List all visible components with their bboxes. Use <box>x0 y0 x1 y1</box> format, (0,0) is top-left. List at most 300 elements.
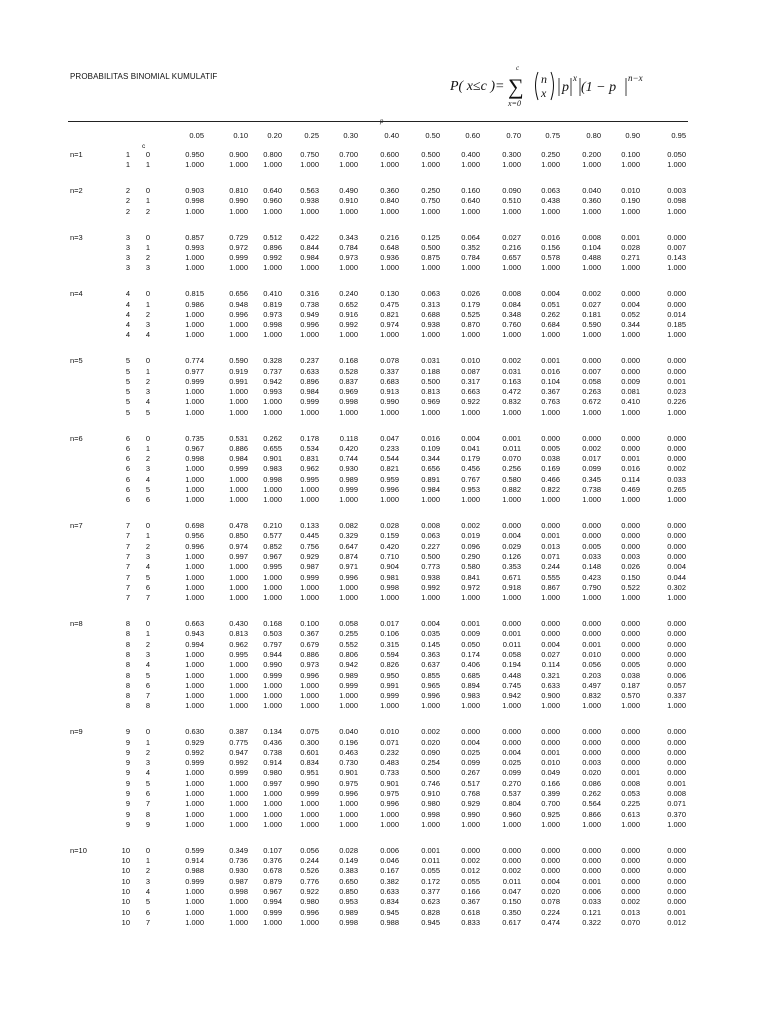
probability-cell: 1.000 <box>229 474 248 484</box>
p-header-cell: 0.30 <box>343 131 358 140</box>
probability-cell: 1.000 <box>185 397 204 407</box>
probability-cell: 0.000 <box>667 768 686 778</box>
table-row <box>0 779 768 789</box>
n-cell: 7 <box>125 541 130 551</box>
probability-cell: 0.000 <box>621 876 640 886</box>
probability-cell: 0.181 <box>582 309 601 319</box>
probability-cell: 1.000 <box>582 206 601 216</box>
probability-cell: 0.174 <box>461 649 480 659</box>
probability-cell: 1.000 <box>502 701 521 711</box>
n-cell: 6 <box>125 485 130 494</box>
n-cell: 2 <box>125 186 130 196</box>
c-cell: 3 <box>145 464 150 474</box>
probability-cell: 0.999 <box>229 464 248 474</box>
probability-cell: 1.000 <box>263 206 282 216</box>
probability-cell: 0.850 <box>229 531 248 541</box>
probability-cell: 0.590 <box>582 320 601 330</box>
probability-cell: 0.945 <box>421 917 440 927</box>
probability-cell: 0.337 <box>380 366 399 376</box>
c-cell: 1 <box>145 242 150 252</box>
probability-cell: 1.000 <box>502 407 521 417</box>
probability-cell: 0.500 <box>421 150 440 159</box>
probability-cell: 0.020 <box>582 768 601 778</box>
n-cell: 4 <box>125 289 130 299</box>
probability-cell: 0.685 <box>461 670 480 680</box>
probability-cell: 0.973 <box>300 660 319 670</box>
probability-cell: 0.002 <box>461 856 480 865</box>
probability-cell: 0.938 <box>421 572 440 582</box>
probability-cell: 0.806 <box>339 649 358 659</box>
probability-cell: 0.047 <box>502 886 521 896</box>
c-cell: 0 <box>145 845 150 855</box>
probability-cell: 0.947 <box>229 747 248 757</box>
probability-cell: 0.104 <box>582 242 601 252</box>
page-title: PROBABILITAS BINOMIAL KUMULATIF <box>70 72 218 81</box>
probability-cell: 0.648 <box>380 242 399 252</box>
probability-cell: 1.000 <box>300 799 319 809</box>
probability-cell: 1.000 <box>502 495 521 505</box>
probability-cell: 1.000 <box>229 160 248 170</box>
probability-cell: 1.000 <box>667 160 686 170</box>
probability-cell: 0.996 <box>339 789 358 798</box>
probability-cell: 1.000 <box>582 701 601 711</box>
probability-cell: 1.000 <box>582 160 601 170</box>
n-cell: 3 <box>125 253 130 263</box>
n-cell: 10 <box>121 876 130 886</box>
probability-cell: 0.012 <box>667 917 686 927</box>
probability-cell: 0.000 <box>621 866 640 876</box>
probability-cell: 1.000 <box>380 330 399 340</box>
probability-cell: 0.850 <box>339 886 358 896</box>
probability-cell: 0.001 <box>541 747 560 757</box>
probability-cell: 0.775 <box>229 737 248 747</box>
probability-cell: 0.166 <box>461 886 480 896</box>
probability-cell: 1.000 <box>263 680 282 690</box>
probability-cell: 0.126 <box>502 552 521 561</box>
probability-cell: 0.930 <box>339 464 358 474</box>
probability-cell: 0.656 <box>229 289 248 299</box>
probability-cell: 1.000 <box>380 407 399 417</box>
probability-cell: 0.410 <box>263 289 282 299</box>
probability-cell: 0.179 <box>461 454 480 464</box>
c-cell: 0 <box>145 433 150 443</box>
probability-cell: 0.974 <box>229 541 248 551</box>
table-row <box>0 897 768 907</box>
probability-cell: 0.999 <box>185 876 204 886</box>
probability-cell: 0.998 <box>263 474 282 484</box>
probability-cell: 1.000 <box>263 701 282 711</box>
c-cell: 3 <box>145 649 150 659</box>
probability-cell: 1.000 <box>667 819 686 829</box>
probability-cell: 1.000 <box>263 789 282 798</box>
probability-cell: 0.000 <box>667 289 686 299</box>
probability-cell: 0.522 <box>621 582 640 592</box>
probability-cell: 0.822 <box>541 485 560 494</box>
probability-cell: 1.000 <box>502 330 521 340</box>
probability-cell: 0.949 <box>300 309 319 319</box>
probability-cell: 0.367 <box>461 897 480 907</box>
probability-cell: 0.008 <box>667 789 686 798</box>
probability-cell: 0.815 <box>185 289 204 299</box>
probability-cell: 0.013 <box>621 907 640 917</box>
probability-cell: 0.767 <box>461 474 480 484</box>
probability-cell: 1.000 <box>300 206 319 216</box>
probability-cell: 0.118 <box>339 433 358 443</box>
probability-cell: 0.436 <box>263 737 282 747</box>
probability-cell: 0.913 <box>380 387 399 397</box>
probability-cell: 0.000 <box>502 845 521 855</box>
probability-cell: 0.990 <box>380 397 399 407</box>
probability-cell: 1.000 <box>185 691 204 701</box>
probability-cell: 0.001 <box>582 639 601 649</box>
probability-cell: 0.800 <box>263 150 282 159</box>
probability-cell: 1.000 <box>300 495 319 505</box>
probability-cell: 0.475 <box>380 299 399 309</box>
probability-cell: 0.227 <box>421 541 440 551</box>
probability-cell: 1.000 <box>461 593 480 603</box>
probability-cell: 0.363 <box>421 649 440 659</box>
c-cell: 6 <box>145 495 150 505</box>
p-header-cell: 0.25 <box>304 131 319 140</box>
probability-cell: 0.203 <box>582 670 601 680</box>
n-cell: 3 <box>125 232 130 242</box>
probability-cell: 1.000 <box>541 593 560 603</box>
probability-cell: 0.599 <box>185 845 204 855</box>
probability-cell: 0.996 <box>380 485 399 494</box>
probability-cell: 0.028 <box>380 521 399 531</box>
probability-cell: 0.047 <box>380 433 399 443</box>
probability-cell: 1.000 <box>667 495 686 505</box>
probability-cell: 1.000 <box>461 330 480 340</box>
probability-cell: 0.000 <box>667 727 686 737</box>
probability-cell: 0.002 <box>621 897 640 907</box>
probability-cell: 0.237 <box>300 356 319 366</box>
table-row <box>0 908 768 918</box>
probability-cell: 1.000 <box>185 680 204 690</box>
probability-cell: 0.000 <box>621 737 640 747</box>
table-row <box>0 387 768 397</box>
probability-cell: 1.000 <box>621 330 640 340</box>
probability-cell: 1.000 <box>667 206 686 216</box>
probability-cell: 0.000 <box>667 866 686 876</box>
probability-cell: 0.263 <box>582 387 601 397</box>
probability-cell: 0.300 <box>300 737 319 747</box>
probability-cell: 0.922 <box>300 886 319 896</box>
probability-cell: 0.657 <box>502 253 521 263</box>
probability-cell: 0.002 <box>667 464 686 474</box>
probability-cell: 1.000 <box>229 320 248 330</box>
n-cell: 6 <box>125 454 130 464</box>
probability-cell: 1.000 <box>229 670 248 680</box>
probability-cell: 0.790 <box>582 582 601 592</box>
probability-cell: 1.000 <box>300 593 319 603</box>
probability-cell: 1.000 <box>229 562 248 572</box>
probability-cell: 0.026 <box>621 562 640 572</box>
probability-cell: 0.971 <box>339 562 358 572</box>
probability-cell: 1.000 <box>229 387 248 397</box>
probability-cell: 1.000 <box>229 789 248 798</box>
probability-cell: 1.000 <box>229 701 248 711</box>
c-cell: 3 <box>145 320 150 330</box>
n-cell: 7 <box>125 593 130 603</box>
probability-cell: 0.002 <box>502 866 521 876</box>
probability-cell: 0.000 <box>621 619 640 628</box>
binom-left-paren <box>536 72 539 100</box>
table-row <box>0 701 768 711</box>
probability-cell: 1.000 <box>380 160 399 170</box>
probability-cell: 0.991 <box>380 680 399 690</box>
probability-cell: 0.000 <box>582 845 601 855</box>
probability-cell: 1.000 <box>339 263 358 273</box>
probability-cell: 0.370 <box>667 809 686 819</box>
probability-cell: 0.000 <box>582 747 601 757</box>
probability-cell: 1.000 <box>185 552 204 561</box>
probability-cell: 0.919 <box>229 366 248 376</box>
probability-cell: 0.033 <box>582 552 601 561</box>
c-cell: 1 <box>145 299 150 309</box>
probability-cell: 0.004 <box>502 531 521 541</box>
probability-cell: 0.729 <box>229 232 248 242</box>
probability-cell: 0.999 <box>263 907 282 917</box>
probability-cell: 0.478 <box>229 521 248 531</box>
table-row <box>0 748 768 758</box>
probability-cell: 0.003 <box>621 552 640 561</box>
probability-cell: 0.410 <box>621 397 640 407</box>
probability-cell: 0.837 <box>339 376 358 386</box>
probability-cell: 0.406 <box>461 660 480 670</box>
probability-cell: 0.367 <box>300 629 319 639</box>
probability-cell: 0.894 <box>461 680 480 690</box>
n-cell: 9 <box>125 768 130 778</box>
n-cell: 3 <box>125 242 130 252</box>
probability-cell: 0.058 <box>339 619 358 628</box>
probability-cell: 1.000 <box>461 701 480 711</box>
probability-cell: 0.000 <box>621 289 640 299</box>
probability-cell: 0.987 <box>300 562 319 572</box>
probability-cell: 0.169 <box>541 464 560 474</box>
formula-exp-nx: n−x <box>628 73 643 83</box>
probability-cell: 1.000 <box>185 917 204 927</box>
n-cell: 9 <box>125 747 130 757</box>
probability-cell: 0.064 <box>461 232 480 242</box>
probability-cell: 0.114 <box>541 660 560 670</box>
probability-cell: 0.029 <box>502 541 521 551</box>
probability-cell: 0.038 <box>621 670 640 680</box>
probability-cell: 0.456 <box>461 464 480 474</box>
n-cell: 3 <box>125 263 130 273</box>
probability-cell: 0.012 <box>461 866 480 876</box>
probability-cell: 0.143 <box>667 253 686 263</box>
n-cell: 2 <box>125 196 130 206</box>
p-header-row <box>0 131 768 141</box>
c-axis-label: c <box>142 143 146 150</box>
probability-cell: 1.000 <box>229 206 248 216</box>
probability-cell: 1.000 <box>185 649 204 659</box>
probability-cell: 0.000 <box>541 856 560 865</box>
probability-cell: 0.000 <box>582 531 601 541</box>
probability-cell: 0.998 <box>339 397 358 407</box>
probability-cell: 1.000 <box>185 789 204 798</box>
probability-cell: 1.000 <box>300 701 319 711</box>
probability-cell: 0.000 <box>667 886 686 896</box>
probability-cell: 0.988 <box>380 917 399 927</box>
probability-cell: 1.000 <box>185 582 204 592</box>
probability-cell: 0.003 <box>582 758 601 768</box>
probability-cell: 0.011 <box>502 443 521 453</box>
probability-cell: 0.001 <box>582 876 601 886</box>
probability-cell: 0.992 <box>339 320 358 330</box>
table-row <box>0 300 768 310</box>
probability-cell: 0.014 <box>667 309 686 319</box>
probability-cell: 0.832 <box>502 397 521 407</box>
probability-cell: 0.996 <box>300 320 319 330</box>
probability-cell: 0.348 <box>502 309 521 319</box>
c-cell: 1 <box>145 856 150 865</box>
probability-cell: 0.100 <box>621 150 640 159</box>
probability-cell: 0.936 <box>380 253 399 263</box>
c-cell: 4 <box>145 562 150 572</box>
probability-cell: 1.000 <box>229 917 248 927</box>
probability-cell: 1.000 <box>229 897 248 907</box>
probability-cell: 1.000 <box>380 263 399 273</box>
formula-p: p <box>562 80 569 95</box>
probability-cell: 0.973 <box>339 253 358 263</box>
probability-cell: 0.999 <box>229 768 248 778</box>
probability-cell: 0.996 <box>421 691 440 701</box>
probability-cell: 0.084 <box>502 299 521 309</box>
probability-cell: 0.377 <box>421 886 440 896</box>
group-label: n=9 <box>70 727 83 737</box>
probability-cell: 1.000 <box>300 485 319 494</box>
n-cell: 6 <box>125 474 130 484</box>
group-label: n=1 <box>70 150 83 159</box>
header-rule <box>68 121 688 122</box>
probability-cell: 0.387 <box>229 727 248 737</box>
probability-cell: 0.002 <box>502 356 521 366</box>
probability-cell: 0.210 <box>263 521 282 531</box>
probability-cell: 0.399 <box>541 789 560 798</box>
probability-cell: 1.000 <box>229 407 248 417</box>
c-cell: 3 <box>145 387 150 397</box>
c-cell: 5 <box>145 778 150 788</box>
table-row <box>0 583 768 593</box>
probability-cell: 0.000 <box>502 521 521 531</box>
probability-cell: 0.040 <box>339 727 358 737</box>
probability-cell: 1.000 <box>339 206 358 216</box>
probability-cell: 0.784 <box>339 242 358 252</box>
n-cell: 8 <box>125 660 130 670</box>
probability-cell: 0.995 <box>229 649 248 659</box>
probability-cell: 1.000 <box>300 917 319 927</box>
probability-cell: 0.262 <box>541 309 560 319</box>
table-row <box>0 233 768 243</box>
probability-cell: 0.483 <box>380 758 399 768</box>
probability-cell: 0.225 <box>621 799 640 809</box>
probability-cell: 1.000 <box>263 330 282 340</box>
probability-cell: 1.000 <box>185 263 204 273</box>
probability-cell: 1.000 <box>185 572 204 582</box>
probability-cell: 1.000 <box>300 263 319 273</box>
probability-cell: 0.679 <box>300 639 319 649</box>
probability-cell: 0.526 <box>300 866 319 876</box>
probability-cell: 0.020 <box>421 737 440 747</box>
probability-cell: 0.938 <box>421 320 440 330</box>
probability-cell: 0.875 <box>421 253 440 263</box>
table-row <box>0 289 768 299</box>
n-cell: 8 <box>125 639 130 649</box>
probability-cell: 0.315 <box>380 639 399 649</box>
table-row <box>0 356 768 366</box>
probability-cell: 0.001 <box>461 619 480 628</box>
n-cell: 9 <box>125 758 130 768</box>
probability-cell: 1.000 <box>380 495 399 505</box>
probability-cell: 1.000 <box>263 397 282 407</box>
probability-cell: 0.866 <box>582 809 601 819</box>
probability-cell: 0.000 <box>461 845 480 855</box>
probability-cell: 0.750 <box>300 150 319 159</box>
probability-cell: 0.172 <box>421 876 440 886</box>
probability-cell: 1.000 <box>185 253 204 263</box>
c-cell: 5 <box>145 897 150 907</box>
table-row <box>0 738 768 748</box>
probability-cell: 0.000 <box>667 758 686 768</box>
probability-cell: 0.901 <box>380 778 399 788</box>
probability-cell: 0.000 <box>502 737 521 747</box>
probability-cell: 0.500 <box>421 552 440 561</box>
probability-cell: 0.000 <box>541 737 560 747</box>
probability-cell: 0.977 <box>185 366 204 376</box>
probability-cell: 0.821 <box>380 464 399 474</box>
probability-cell: 0.813 <box>421 387 440 397</box>
probability-cell: 0.463 <box>339 747 358 757</box>
probability-cell: 0.360 <box>380 186 399 196</box>
probability-cell: 0.999 <box>263 670 282 680</box>
c-cell: 1 <box>145 196 150 206</box>
p-header-cell: 0.80 <box>586 131 601 140</box>
probability-cell: 0.000 <box>621 747 640 757</box>
table-row <box>0 196 768 206</box>
probability-cell: 0.929 <box>185 737 204 747</box>
probability-cell: 0.942 <box>339 660 358 670</box>
probability-cell: 0.057 <box>667 680 686 690</box>
probability-cell: 0.930 <box>229 866 248 876</box>
probability-cell: 0.000 <box>621 541 640 551</box>
probability-cell: 0.914 <box>263 758 282 768</box>
probability-cell: 0.000 <box>541 845 560 855</box>
probability-cell: 0.972 <box>229 242 248 252</box>
probability-cell: 1.000 <box>380 701 399 711</box>
probability-cell: 0.996 <box>229 309 248 319</box>
probability-cell: 0.984 <box>421 485 440 494</box>
probability-cell: 0.352 <box>461 242 480 252</box>
probability-cell: 0.000 <box>667 443 686 453</box>
probability-cell: 0.804 <box>502 799 521 809</box>
n-cell: 10 <box>121 917 130 927</box>
c-cell: 5 <box>145 485 150 494</box>
probability-cell: 0.130 <box>380 289 399 299</box>
probability-cell: 0.500 <box>421 376 440 386</box>
probability-cell: 0.438 <box>541 196 560 206</box>
formula-exp-x: x <box>573 73 577 83</box>
probability-cell: 0.031 <box>502 366 521 376</box>
c-cell: 5 <box>145 572 150 582</box>
probability-cell: 1.000 <box>185 819 204 829</box>
probability-cell: 0.010 <box>582 649 601 659</box>
table-row <box>0 789 768 799</box>
probability-cell: 0.834 <box>380 897 399 907</box>
probability-cell: 0.000 <box>621 366 640 376</box>
table-row <box>0 485 768 495</box>
